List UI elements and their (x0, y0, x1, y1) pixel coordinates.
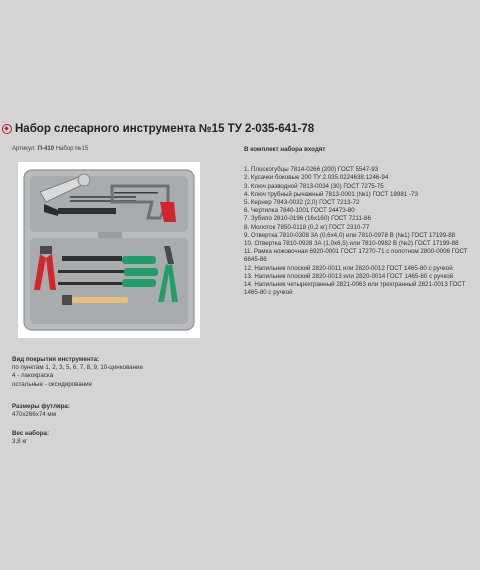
kit-list (244, 166, 476, 297)
coating-section (12, 356, 143, 389)
case-size-heading: Размеры футляра: (12, 403, 70, 410)
list-item: 9. Отвертка 7810-0308 3А (0,6х4,0) или 7810-0978 В (№1) ГОСТ 17199-88 (244, 231, 456, 239)
article-name: Набор №15 (55, 146, 89, 152)
article-label: Артикул: (12, 146, 37, 152)
page-title: Набор слесарного инструмента №15 ТУ 2-035-641-78 (15, 123, 315, 135)
case-size-section (12, 403, 70, 419)
product-photo (18, 162, 200, 338)
weight-heading: Вес набора: (12, 430, 50, 437)
kit-heading: В комплект набора входят (244, 146, 326, 153)
list-item: 4. Ключ трубный рычажный 7813-0001 (№1) ГОСТ 18981 -73 (244, 190, 418, 198)
list-item: 11. Рамка ножовочная 6920-0001 ГОСТ 17270-71 с полотном 2800-0006 ГОСТ 6645-86 (244, 248, 468, 264)
weight-value: 3,8 кг (12, 438, 28, 446)
coating-line: остальные - оксидирование (12, 380, 93, 388)
article-line (12, 146, 88, 152)
weight-section (12, 430, 49, 446)
coating-line: по пунктам 1, 2, 3, 5, 6, 7, 8, 9, 10-цинкование (12, 364, 143, 372)
list-item: 1. Плоскогубцы 7814-0266 (200) ГОСТ 5547-93 (244, 166, 379, 174)
brand-logo-icon (2, 124, 12, 134)
list-item: 2. Кусачки боковые 200 ТУ 2.035.0224638.1246-94 (244, 174, 389, 182)
coating-line: 4 - лакокраска (12, 372, 54, 380)
list-item: 3. Ключ разводной 7813-0034 (30) ГОСТ 7275-75 (244, 182, 384, 190)
list-item: 13. Напильник плоский 2820-0013 или 2820-0014 ГОСТ 1465-80 с ручкой (244, 272, 454, 280)
coating-heading: Вид покрытия инструмента: (12, 356, 100, 363)
case-size-value: 470х266х74 мм (12, 411, 56, 419)
list-item: 7. Зубило 2810-0196 (16х160) ГОСТ 7211-86 (244, 215, 371, 223)
list-item: 6. Чертилка 7840-1001 ГОСТ 24473-80 (244, 207, 355, 215)
article-code: П-410 (37, 146, 55, 152)
list-item: 12. Напильник плоский 2820-0011 или 2820-0012 ГОСТ 1465-80 с ручкой (244, 264, 453, 272)
page-header (0, 118, 480, 140)
kit-contents (244, 146, 476, 297)
list-item: 5. Кернер 7843-0032 (2,0) ГОСТ 7213-72 (244, 199, 360, 207)
list-item: 14. Напильник четырехгранный 2821-0063 или трехгранный 2821-0013 ГОСТ 1465-80 с ручкой (244, 281, 466, 297)
list-item: 10. Отвертка 7810-0928 3А (1,0х6,5) или 7810-0982 В (№2) ГОСТ 17199-88 (244, 240, 459, 248)
list-item: 8. Молоток 7850-0118 (0,2 кг) ГОСТ 2310-77 (244, 223, 370, 231)
